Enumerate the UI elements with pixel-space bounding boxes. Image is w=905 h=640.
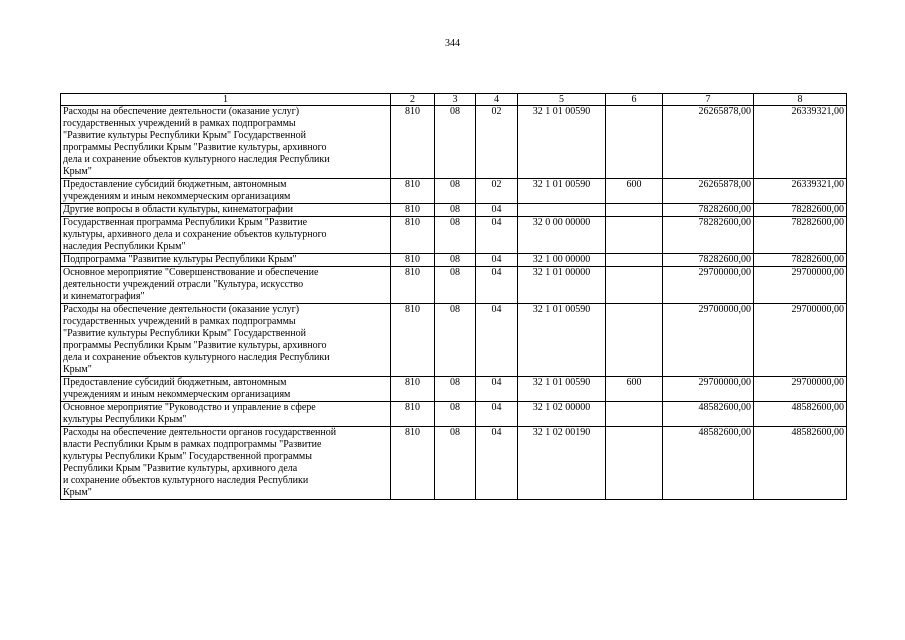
amount-col8-cell: 78282600,00 <box>754 217 847 254</box>
section-code-cell: 08 <box>435 179 476 204</box>
amount-col8-cell: 78282600,00 <box>754 254 847 267</box>
target-article-cell: 32 1 02 00190 <box>518 427 606 500</box>
amount-col7-cell: 78282600,00 <box>663 204 754 217</box>
ministry-code-cell: 810 <box>391 217 435 254</box>
target-article-cell <box>518 204 606 217</box>
ministry-code-cell: 810 <box>391 304 435 377</box>
subsection-code-cell: 04 <box>476 267 518 304</box>
column-number-header-row <box>61 94 847 106</box>
item-name-cell: Подпрограмма "Развитие культуры Республики Крым" <box>61 254 391 267</box>
target-article-cell: 32 1 01 00590 <box>518 106 606 179</box>
table-row <box>61 402 847 427</box>
item-name-cell: Основное мероприятие "Руководство и управление в сфере культуры Республики Крым" <box>61 402 391 427</box>
section-code-cell: 08 <box>435 254 476 267</box>
item-name-cell: Предоставление субсидий бюджетным, автономным учреждениям и иным некоммерческим организациям <box>61 179 391 204</box>
table-row <box>61 254 847 267</box>
expense-type-cell <box>606 267 663 304</box>
table-row <box>61 204 847 217</box>
target-article-cell: 32 1 00 00000 <box>518 254 606 267</box>
subsection-code-cell: 02 <box>476 179 518 204</box>
table-row <box>61 217 847 254</box>
ministry-code-cell: 810 <box>391 402 435 427</box>
amount-col7-cell: 48582600,00 <box>663 427 754 500</box>
column-header: 3 <box>435 94 476 106</box>
ministry-code-cell: 810 <box>391 204 435 217</box>
expense-type-cell <box>606 254 663 267</box>
item-name-cell: Расходы на обеспечение деятельности (оказание услуг) государственных учреждений в рамках подпрограммы "Развитие культуры Республики Крым" Государственной программы Республики Крым "Развитие культуры, архивного дела и сохранение объектов культурного наследия Республики Крым" <box>61 304 391 377</box>
column-header: 8 <box>754 94 847 106</box>
item-name-cell: Государственная программа Республики Крым "Развитие культуры, архивного дела и сохранение объектов культурного наследия Республики Крым" <box>61 217 391 254</box>
amount-col8-cell: 29700000,00 <box>754 377 847 402</box>
ministry-code-cell: 810 <box>391 267 435 304</box>
expense-type-cell: 600 <box>606 377 663 402</box>
item-name-cell: Расходы на обеспечение деятельности (оказание услуг) государственных учреждений в рамках подпрограммы "Развитие культуры Республики Крым" Государственной программы Республики Крым "Развитие культуры, архивного дела и сохранение объектов культурного наследия Республики Крым" <box>61 106 391 179</box>
amount-col7-cell: 29700000,00 <box>663 377 754 402</box>
expense-type-cell <box>606 204 663 217</box>
amount-col8-cell: 78282600,00 <box>754 204 847 217</box>
subsection-code-cell: 04 <box>476 402 518 427</box>
expense-type-cell <box>606 304 663 377</box>
amount-col7-cell: 26265878,00 <box>663 179 754 204</box>
section-code-cell: 08 <box>435 267 476 304</box>
subsection-code-cell: 02 <box>476 106 518 179</box>
target-article-cell: 32 1 01 00590 <box>518 179 606 204</box>
item-name-cell: Расходы на обеспечение деятельности органов государственной власти Республики Крым в рамках подпрограммы "Развитие культуры Республики Крым" Государственной программы Республики Крым "Развитие культуры, архивного дела и сохранение объектов культурного наследия Республики Крым" <box>61 427 391 500</box>
expense-type-cell <box>606 402 663 427</box>
target-article-cell: 32 0 00 00000 <box>518 217 606 254</box>
target-article-cell: 32 1 01 00590 <box>518 377 606 402</box>
column-header: 1 <box>61 94 391 106</box>
column-header: 7 <box>663 94 754 106</box>
subsection-code-cell: 04 <box>476 377 518 402</box>
expense-type-cell: 600 <box>606 179 663 204</box>
section-code-cell: 08 <box>435 402 476 427</box>
ministry-code-cell: 810 <box>391 179 435 204</box>
column-header: 4 <box>476 94 518 106</box>
target-article-cell: 32 1 01 00590 <box>518 304 606 377</box>
amount-col8-cell: 48582600,00 <box>754 402 847 427</box>
item-name-cell: Основное мероприятие "Совершенствование и обеспечение деятельности учреждений отрасли "Культура, искусство и кинематография" <box>61 267 391 304</box>
item-name-cell: Другие вопросы в области культуры, кинематографии <box>61 204 391 217</box>
table-row <box>61 179 847 204</box>
table-row <box>61 377 847 402</box>
target-article-cell: 32 1 02 00000 <box>518 402 606 427</box>
budget-table <box>60 93 847 500</box>
section-code-cell: 08 <box>435 304 476 377</box>
page-number: 344 <box>445 38 460 49</box>
section-code-cell: 08 <box>435 377 476 402</box>
section-code-cell: 08 <box>435 217 476 254</box>
subsection-code-cell: 04 <box>476 254 518 267</box>
amount-col7-cell: 48582600,00 <box>663 402 754 427</box>
amount-col7-cell: 78282600,00 <box>663 254 754 267</box>
amount-col8-cell: 29700000,00 <box>754 304 847 377</box>
amount-col8-cell: 26339321,00 <box>754 106 847 179</box>
amount-col7-cell: 78282600,00 <box>663 217 754 254</box>
target-article-cell: 32 1 01 00000 <box>518 267 606 304</box>
expense-type-cell <box>606 106 663 179</box>
amount-col8-cell: 48582600,00 <box>754 427 847 500</box>
subsection-code-cell: 04 <box>476 217 518 254</box>
amount-col8-cell: 29700000,00 <box>754 267 847 304</box>
subsection-code-cell: 04 <box>476 304 518 377</box>
table-row <box>61 106 847 179</box>
table-row <box>61 304 847 377</box>
column-header: 6 <box>606 94 663 106</box>
table-row <box>61 267 847 304</box>
section-code-cell: 08 <box>435 106 476 179</box>
section-code-cell: 08 <box>435 427 476 500</box>
column-header: 2 <box>391 94 435 106</box>
amount-col7-cell: 29700000,00 <box>663 304 754 377</box>
amount-col7-cell: 26265878,00 <box>663 106 754 179</box>
ministry-code-cell: 810 <box>391 106 435 179</box>
ministry-code-cell: 810 <box>391 427 435 500</box>
expense-type-cell <box>606 217 663 254</box>
column-header: 5 <box>518 94 606 106</box>
expense-type-cell <box>606 427 663 500</box>
table-row <box>61 427 847 500</box>
ministry-code-cell: 810 <box>391 254 435 267</box>
section-code-cell: 08 <box>435 204 476 217</box>
subsection-code-cell: 04 <box>476 204 518 217</box>
amount-col7-cell: 29700000,00 <box>663 267 754 304</box>
item-name-cell: Предоставление субсидий бюджетным, автономным учреждениям и иным некоммерческим организациям <box>61 377 391 402</box>
subsection-code-cell: 04 <box>476 427 518 500</box>
ministry-code-cell: 810 <box>391 377 435 402</box>
amount-col8-cell: 26339321,00 <box>754 179 847 204</box>
